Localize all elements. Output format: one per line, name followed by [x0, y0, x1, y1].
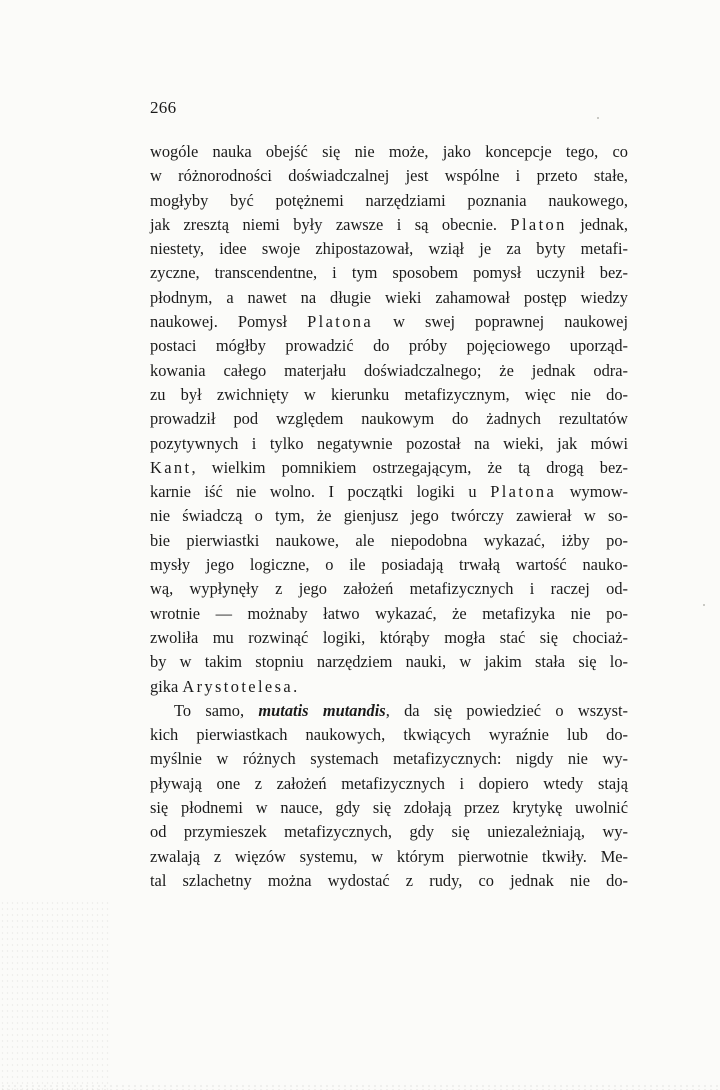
scan-bottom-noise — [0, 1084, 720, 1090]
text-segment: pozytywnych i tylko negatywnie pozostał na wieki, jak mówi — [150, 433, 628, 453]
text-line — [150, 796, 628, 820]
text-line — [150, 723, 628, 747]
text-segment: jednak, — [566, 214, 628, 234]
spaced-name: Platona — [490, 482, 557, 502]
text-segment: płodnym, a nawet na długie wieki zahamował postęp wiedzy — [150, 287, 628, 307]
text-segment: zu był zwichnięty w kierunku metafizycznym, więc nie do- — [150, 384, 628, 404]
text-line — [150, 699, 628, 723]
text-line — [150, 650, 628, 674]
text-line — [150, 261, 628, 285]
text-segment: , da się powiedzieć o wszyst- — [385, 700, 628, 720]
text-line — [150, 602, 628, 626]
text-line — [150, 456, 628, 480]
scan-speck — [597, 117, 599, 119]
text-line — [150, 747, 628, 771]
text-segment: nie świadczą o tym, że gienjusz jego twórczy zawierał w so- — [150, 506, 628, 526]
text-line — [150, 164, 628, 188]
text-line — [150, 432, 628, 456]
text-line — [150, 334, 628, 358]
text-line — [150, 213, 628, 237]
text-segment: . — [293, 676, 298, 696]
text-segment: kich pierwiastkach naukowych, tkwiących wyraźnie lub do- — [150, 725, 628, 745]
text-segment: mysły jego logiczne, o ile posiadają trwałą wartość nauko- — [150, 555, 628, 575]
page-number: 266 — [150, 98, 177, 117]
scan-speck — [703, 604, 705, 606]
text-line — [150, 407, 628, 431]
text-line — [150, 480, 628, 504]
text-segment: karnie iść nie wolno. I początki logiki u — [150, 482, 491, 502]
text-line — [150, 383, 628, 407]
text-line — [150, 869, 628, 893]
text-segment: myślnie w różnych systemach metafizycznych: nigdy nie wy- — [150, 749, 628, 769]
text-segment: kowania całego materjału doświadczalnego; że jednak odra- — [150, 360, 628, 380]
text-segment: bie pierwiastki naukowe, ale niepodobna wykazać, iżby po- — [150, 530, 628, 550]
spaced-name: Kant — [150, 457, 192, 477]
text-segment: w swej poprawnej naukowej — [373, 312, 628, 332]
text-segment: wogóle nauka obejść się nie może, jako koncepcje tego, co — [150, 142, 628, 161]
text-segment: jak zresztą niemi były zawsze i są obecnie. — [150, 214, 511, 234]
text-line — [150, 772, 628, 796]
text-segment: To samo, — [174, 700, 259, 720]
text-line — [150, 845, 628, 869]
text-segment: zyczne, transcendentne, i tym sposobem pomysł uczynił bez- — [150, 263, 628, 283]
text-segment: zwoliła mu rozwinąć logiki, którąby mogła stać się chociaż- — [150, 627, 628, 647]
text-line — [150, 675, 628, 699]
text-segment: , wielkim pomnikiem ostrzegającym, że tą drogą bez- — [191, 457, 628, 477]
text-segment: w różnorodności doświadczalnej jest wspólne i przeto stałe, — [150, 166, 628, 186]
text-segment: mogłyby być potężnemi narzędziami poznania naukowego, — [150, 190, 628, 210]
text-segment: wrotnie — możnaby łatwo wykazać, że metafizyka nie po- — [150, 603, 628, 623]
italic-phrase: mutatis mutandis — [258, 700, 386, 720]
text-line — [150, 359, 628, 383]
text-line — [150, 189, 628, 213]
text-line — [150, 310, 628, 334]
text-segment: tal szlachetny można wydostać z rudy, co jednak nie do- — [150, 870, 628, 890]
text-line — [150, 504, 628, 528]
text-segment: się płodnemi w nauce, gdy się zdołają przez krytykę uwolnić — [150, 798, 628, 818]
text-segment: wą, wypłynęły z jego założeń metafizycznych i raczej od- — [150, 579, 628, 599]
body-text — [150, 140, 628, 893]
text-segment: pływają one z założeń metafizycznych i dopiero wtedy stają — [150, 773, 628, 793]
text-line — [150, 140, 628, 164]
text-line — [150, 626, 628, 650]
text-line — [150, 237, 628, 261]
text-segment: wymow- — [556, 482, 628, 502]
text-segment: zwalają z więzów systemu, w którym pierwotnie tkwiły. Me- — [150, 846, 628, 866]
text-line — [150, 577, 628, 601]
text-segment: od przymieszek metafizycznych, gdy się uniezależniają, wy- — [150, 822, 628, 842]
text-segment: prowadził pod względem naukowym do żadnych rezultatów — [150, 409, 628, 429]
text-segment: gika — [150, 676, 183, 696]
text-segment: by w takim stopniu narzędziem nauki, w jakim stała się lo- — [150, 652, 628, 672]
text-segment: niestety, idee swoje zhipostazował, wziął je za byty metafi- — [150, 239, 628, 259]
spaced-name: Arystotelesa — [182, 676, 294, 696]
spaced-name: Platona — [307, 312, 374, 332]
text-line — [150, 553, 628, 577]
text-segment: postaci mógłby prowadzić do próby pojęciowego uporząd- — [150, 336, 628, 356]
text-line — [150, 286, 628, 310]
text-segment: naukowej. Pomysł — [150, 312, 308, 332]
scan-edge-noise — [0, 900, 110, 1090]
text-line — [150, 529, 628, 553]
spaced-name: Platon — [510, 214, 567, 234]
text-line — [150, 820, 628, 844]
